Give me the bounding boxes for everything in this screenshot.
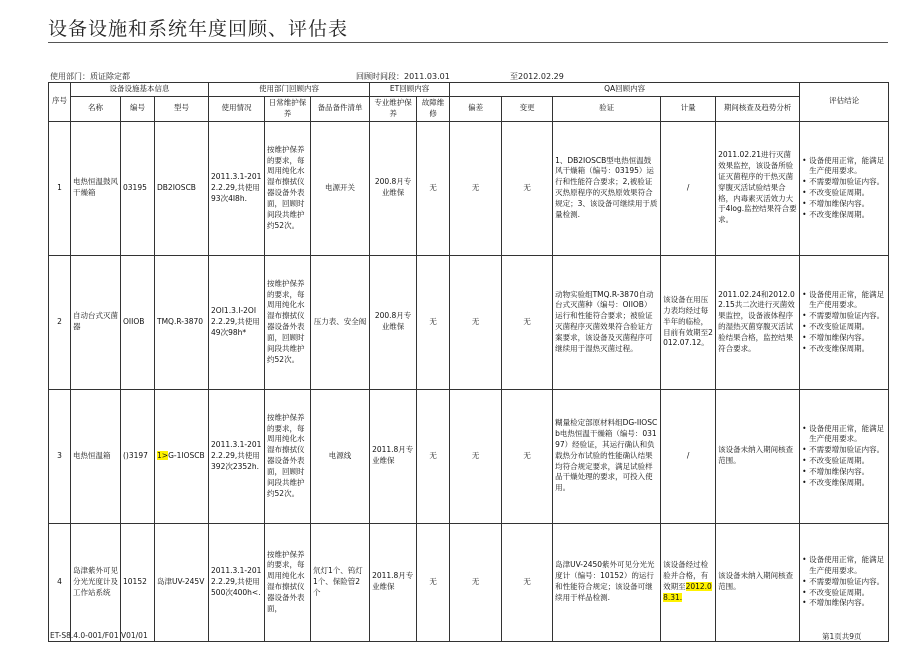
header-column-row bbox=[49, 96, 889, 121]
change-cell: 无 bbox=[502, 255, 553, 389]
spare-parts-cell: 电源开关 bbox=[311, 121, 370, 255]
deviation-cell: 无 bbox=[450, 389, 502, 523]
equipment-model: DB2IOSCB bbox=[155, 121, 209, 255]
highlighted-text: 1> bbox=[157, 450, 169, 460]
evaluation-item: • 不需要增加验证内容。 bbox=[802, 445, 886, 456]
title-underline bbox=[48, 42, 888, 43]
metrology-cell: 该设备在用压力表均经过每半年的临检，目前有效期至2012.07.12。 bbox=[661, 255, 716, 389]
change-cell: 无 bbox=[502, 523, 553, 641]
validation-cell: 糊量检定部原材料组DG-IIOSCb电热恒温干燥箱（编号：03197）经验证，其运行确认和负载热分布试验的性能确认结果均符合规定要求，满足试验样品干燥处理的要求，可投入使用。 bbox=[553, 389, 661, 523]
fault-repair-cell: 无 bbox=[417, 389, 450, 523]
validation-cell: 岛津UV-2450紫外可见分光光度计（编号：10152）的运行和性能符合规定；该设备可继续用于样品检测. bbox=[553, 523, 661, 641]
usage-cell: 2011.3.1-2012.2.29,共使用500次400h<. bbox=[209, 523, 265, 641]
table-row bbox=[49, 389, 889, 523]
header-code: 编号 bbox=[121, 96, 155, 121]
row-seq: 4 bbox=[49, 523, 71, 641]
model-text: G-1IOSCB bbox=[168, 450, 205, 460]
evaluation-item: • 不增加维保内容。 bbox=[802, 467, 886, 478]
equipment-name: 电热恒温鼓风干燥箱 bbox=[71, 121, 121, 255]
equipment-code: 10152 bbox=[121, 523, 155, 641]
spare-parts-cell: 压力表、安全阀 bbox=[311, 255, 370, 389]
daily-maintenance-cell: 按维护保养的要求，每周用纯化水湿布擦拭仪器设备外表面，回顾时间段共维护约52次。 bbox=[265, 121, 311, 255]
header-et-review: ET回顾内容 bbox=[370, 83, 450, 97]
evaluation-item: • 不改变验证周期。 bbox=[802, 322, 886, 333]
daily-maintenance-cell: 按维护保养的要求，每周用纯化水湿布擦拭仪器设备外表面，回顾时间段共维护约52次。 bbox=[265, 389, 311, 523]
usage-cell: 2011.3.1-2012.2.29,共使用392次2352h. bbox=[209, 389, 265, 523]
equipment-model: TMQ.R-3870 bbox=[155, 255, 209, 389]
header-metrology: 计量 bbox=[661, 96, 716, 121]
fault-repair-cell: 无 bbox=[417, 121, 450, 255]
spare-parts-cell: 氘灯1个、钨灯1个、保险管2个 bbox=[311, 523, 370, 641]
equipment-name: 电热恒温箱 bbox=[71, 389, 121, 523]
metrology-cell bbox=[661, 523, 716, 641]
equipment-name: 自动台式灭菌器 bbox=[71, 255, 121, 389]
department-label: 使用部门：质证除定都 bbox=[50, 72, 130, 81]
et-maintenance-cell: 2011.8月专业维保 bbox=[370, 389, 417, 523]
periodic-check-cell: 2011.02.24和2012.02.15共二次进行灭菌效果监控，设备液体程序的湿热灭菌穿腹灭活试验结果合格，监控结果符合要求。 bbox=[716, 255, 800, 389]
header-spare-parts: 备品备件清单 bbox=[311, 96, 370, 121]
header-daily-maintenance: 日常维护保养 bbox=[265, 96, 311, 121]
evaluation-item: • 设备使用正常，能满足生产使用要求。 bbox=[802, 156, 886, 178]
periodic-check-cell: 2011.02.21进行灭菌效果监控，该设备所验证灭菌程序的干热灭菌穿腹灭活试验结果合格，内毒素灭活效力大于4log.监控结果符合要求。 bbox=[716, 121, 800, 255]
header-group-row bbox=[49, 83, 889, 97]
et-maintenance-cell: 200.8月专业维保 bbox=[370, 255, 417, 389]
header-deviation: 偏差 bbox=[450, 96, 502, 121]
page-title: 设备设施和系统年度回顾、评估表 bbox=[48, 18, 349, 40]
header-model: 型号 bbox=[155, 96, 209, 121]
usage-cell: 2OI1.3.I-2OI2.2.29,共使用49次98h* bbox=[209, 255, 265, 389]
periodic-check-cell: 该设备未纳入期间核查范围。 bbox=[716, 523, 800, 641]
metrology-cell: / bbox=[661, 121, 716, 255]
header-dept-review: 使用部门回顾内容 bbox=[209, 83, 370, 97]
row-seq: 1 bbox=[49, 121, 71, 255]
row-seq: 3 bbox=[49, 389, 71, 523]
evaluation-item: • 不改变维保周期。 bbox=[802, 478, 886, 489]
header-periodic-check: 期间核查及趋势分析 bbox=[716, 96, 800, 121]
evaluation-item: • 不增加维保内容。 bbox=[802, 333, 886, 344]
row-seq: 2 bbox=[49, 255, 71, 389]
highlighted-text: 2012.08.31. bbox=[663, 582, 712, 602]
evaluation-cell bbox=[800, 523, 889, 641]
fault-repair-cell: 无 bbox=[417, 523, 450, 641]
deviation-cell: 无 bbox=[450, 255, 502, 389]
evaluation-cell bbox=[800, 255, 889, 389]
header-et-maintenance: 专业维护保养 bbox=[370, 96, 417, 121]
equipment-model: 岛津UV-245V bbox=[155, 523, 209, 641]
change-cell: 无 bbox=[502, 389, 553, 523]
change-cell: 无 bbox=[502, 121, 553, 255]
header-name: 名称 bbox=[71, 96, 121, 121]
evaluation-cell bbox=[800, 389, 889, 523]
daily-maintenance-cell: 按维护保养的要求，每周用纯化水湿布擦拭仪器设备外表面， bbox=[265, 523, 311, 641]
evaluation-item: • 设备使用正常，能满足生产使用要求。 bbox=[802, 424, 886, 446]
evaluation-item: • 设备使用正常，能满足生产使用要求。 bbox=[802, 555, 886, 577]
evaluation-item: • 不需要增加验证内容。 bbox=[802, 177, 886, 188]
header-seq: 序号 bbox=[49, 83, 71, 122]
evaluation-item: • 不改变维保周期。 bbox=[802, 210, 886, 221]
evaluation-item: • 不需要增加验证内容。 bbox=[802, 577, 886, 588]
deviation-cell: 无 bbox=[450, 523, 502, 641]
header-validation: 验证 bbox=[553, 96, 661, 121]
review-table bbox=[48, 82, 889, 642]
header-fault-repair: 故障维修 bbox=[417, 96, 450, 121]
validation-cell: 1、DB2IOSCB型电热恒温鼓风干燥箱（编号：03195）运行和性能符合要求；2,被验证灭热原程序的灭热原效果符合规定；3、该设备可继续用于质量检测. bbox=[553, 121, 661, 255]
review-period-end: 至2012.02.29 bbox=[510, 72, 564, 81]
et-maintenance-cell: 200.8月专业维保 bbox=[370, 121, 417, 255]
equipment-code: ()3197 bbox=[121, 389, 155, 523]
deviation-cell: 无 bbox=[450, 121, 502, 255]
equipment-code: 03195 bbox=[121, 121, 155, 255]
et-maintenance-cell: 2011.8月专业维保 bbox=[370, 523, 417, 641]
header-usage: 使用情况 bbox=[209, 96, 265, 121]
equipment-model bbox=[155, 389, 209, 523]
metrology-text: 该设备经过检验并合格，有效期至 bbox=[663, 560, 709, 592]
evaluation-item: • 不改变验证周期。 bbox=[802, 188, 886, 199]
equipment-code: OIIOB bbox=[121, 255, 155, 389]
evaluation-item: • 不改变验证周期。 bbox=[802, 588, 886, 599]
evaluation-item: • 设备使用正常，能满足生产使用要求。 bbox=[802, 290, 886, 312]
table-row bbox=[49, 121, 889, 255]
evaluation-item: • 不改变维保周期。 bbox=[802, 344, 886, 355]
document-code: ET-S8.4.0-001/F01 V01/01 bbox=[50, 631, 148, 640]
fault-repair-cell: 无 bbox=[417, 255, 450, 389]
evaluation-item: • 不增加维保内容。 bbox=[802, 199, 886, 210]
table-row bbox=[49, 523, 889, 641]
validation-cell: 动物实验组TMQ.R-3870自动台式灭菌种（编号：OIIOB）运行和性能符合要求；被验证灭菌程序灭菌效果符合验证方案要求，该设备及灭菌程序可继续用于湿热灭菌过程。 bbox=[553, 255, 661, 389]
periodic-check-cell: 该设备未纳入期间核查范围。 bbox=[716, 389, 800, 523]
usage-cell: 2011.3.1-2012.2.29,共使用93次4I8h. bbox=[209, 121, 265, 255]
header-equipment-info: 设备设施基本信息 bbox=[71, 83, 209, 97]
metrology-cell: / bbox=[661, 389, 716, 523]
equipment-name: 岛津紫外可见分光光度计及工作站系统 bbox=[71, 523, 121, 641]
header-qa-review: QA回顾内容 bbox=[450, 83, 800, 97]
header-change: 变更 bbox=[502, 96, 553, 121]
evaluation-cell bbox=[800, 121, 889, 255]
daily-maintenance-cell: 按维护保养的要求，每周用纯化水湿布擦拭仪器设备外表面，回顾时间段共维护约52次。 bbox=[265, 255, 311, 389]
evaluation-item: • 不需要增加验证内容。 bbox=[802, 311, 886, 322]
evaluation-item: • 不增加维保内容。 bbox=[802, 598, 886, 609]
header-evaluation: 评估结论 bbox=[800, 83, 889, 122]
spare-parts-cell: 电源线 bbox=[311, 389, 370, 523]
table-row bbox=[49, 255, 889, 389]
page-number: 第1页共9页 bbox=[822, 632, 862, 641]
review-period-label: 回顾时间段：2011.03.01 bbox=[356, 72, 450, 81]
evaluation-item: • 不改变验证周期。 bbox=[802, 456, 886, 467]
